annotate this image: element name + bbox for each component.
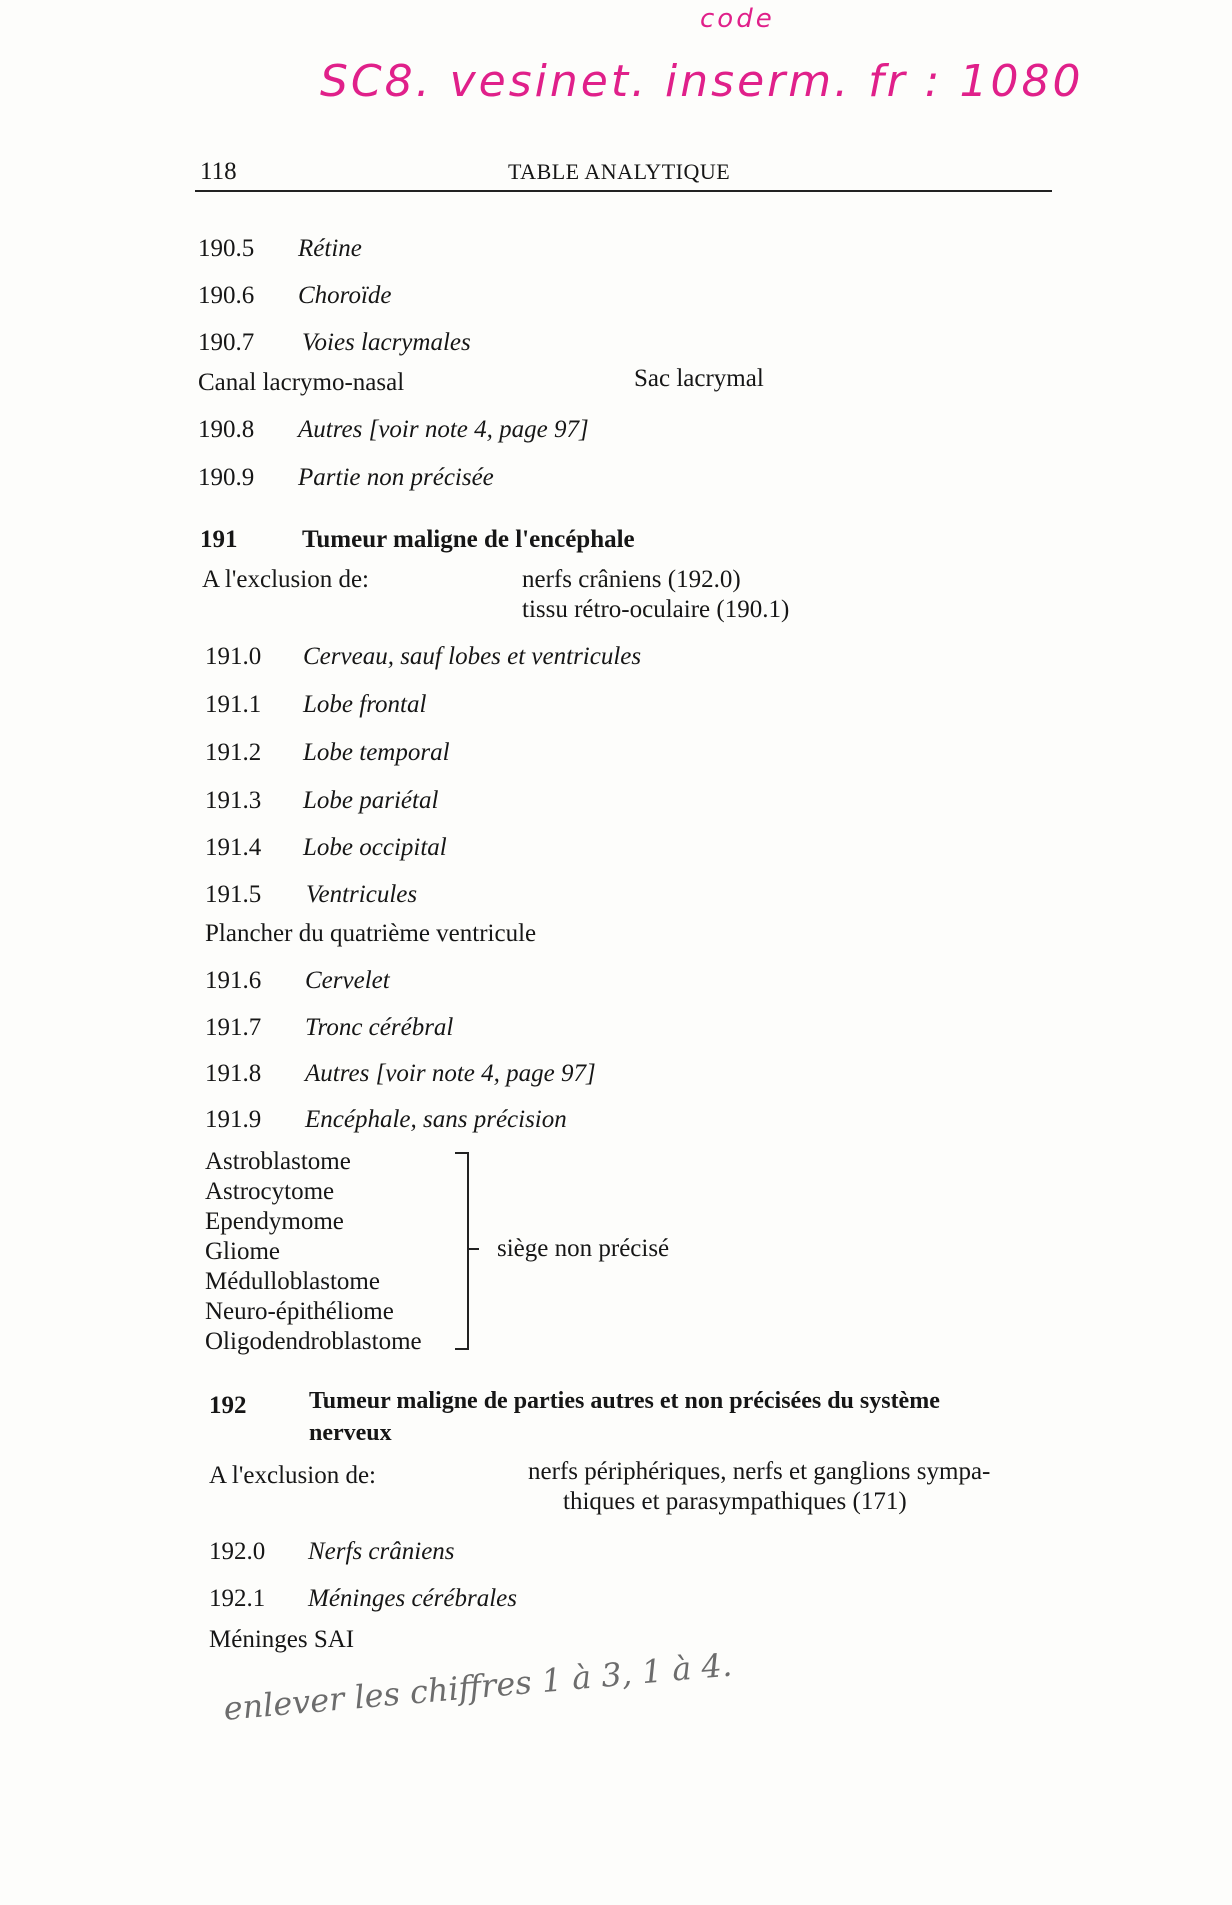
- entry-code-190-8: 190.8: [198, 416, 255, 443]
- entry-label-191-3: Lobe pariétal: [303, 787, 439, 814]
- entry-label-191-8: Autres [voir note 4, page 97]: [305, 1060, 596, 1087]
- entry-code-190-9: 190.9: [198, 464, 255, 491]
- entry-code-191-7: 191.7: [205, 1014, 262, 1041]
- exclusion-item: nerfs crâniens (192.0): [522, 566, 741, 593]
- entry-code-191-1: 191.1: [205, 691, 262, 718]
- term: Oligodendroblastome: [205, 1328, 422, 1355]
- entry-label-191-7: Tronc cérébral: [305, 1014, 454, 1041]
- entry-label-191-1: Lobe frontal: [303, 691, 427, 718]
- term: Gliome: [205, 1238, 280, 1265]
- entry-code-190-6: 190.6: [198, 282, 255, 309]
- category-title-191: Tumeur maligne de l'encéphale: [302, 526, 635, 553]
- entry-label-190-8: Autres [voir note 4, page 97]: [298, 416, 589, 443]
- exclusion-item: nerfs périphériques, nerfs et ganglions sympa-: [528, 1458, 991, 1485]
- inclusion-term: Méninges SAI: [209, 1626, 355, 1653]
- entry-code-191-2: 191.2: [205, 739, 262, 766]
- handwritten-note-code: code: [700, 4, 775, 34]
- entry-code-192-1: 192.1: [209, 1585, 266, 1612]
- entry-label-190-5: Rétine: [298, 235, 362, 262]
- entry-label-190-7: Voies lacrymales: [302, 329, 471, 356]
- entry-label-191-5: Ventricules: [306, 881, 418, 908]
- category-title-192-line2: nerveux: [309, 1420, 392, 1446]
- entry-code-191-0: 191.0: [205, 643, 262, 670]
- term: Astrocytome: [205, 1178, 335, 1205]
- inclusion-term: Canal lacrymo-nasal: [198, 369, 405, 396]
- term: Médulloblastome: [205, 1268, 380, 1295]
- inclusion-term: Sac lacrymal: [634, 365, 764, 392]
- exclusion-label: A l'exclusion de:: [202, 566, 369, 593]
- inclusion-term: Plancher du quatrième ventricule: [205, 920, 537, 947]
- exclusion-item: thiques et parasympathiques (171): [563, 1488, 907, 1515]
- entry-label-191-4: Lobe occipital: [303, 834, 447, 861]
- term: Neuro-épithéliome: [205, 1298, 394, 1325]
- entry-code-192-0: 192.0: [209, 1538, 266, 1565]
- entry-label-191-9: Encéphale, sans précision: [305, 1106, 567, 1133]
- entry-label-190-6: Choroïde: [298, 282, 392, 309]
- category-code-192: 192: [209, 1392, 247, 1419]
- entry-code-191-8: 191.8: [205, 1060, 262, 1087]
- entry-code-191-4: 191.4: [205, 834, 262, 861]
- handwritten-pencil-note: enlever les chiffres 1 à 3, 1 à 4.: [222, 1645, 734, 1728]
- brace-tip: [467, 1248, 479, 1250]
- page-number: 118: [200, 158, 237, 185]
- entry-label-191-2: Lobe temporal: [303, 739, 450, 766]
- entry-label-190-9: Partie non précisée: [298, 464, 494, 491]
- entry-label-192-0: Nerfs crâniens: [308, 1538, 455, 1565]
- entry-code-191-5: 191.5: [205, 881, 262, 908]
- qualifier-text: siège non précisé: [497, 1235, 670, 1262]
- entry-label-192-1: Méninges cérébrales: [308, 1585, 517, 1612]
- page-title: TABLE ANALYTIQUE: [508, 159, 731, 184]
- handwritten-note-server: SC8. vesinet. inserm. fr : 1080: [320, 56, 1084, 107]
- entry-label-191-0: Cerveau, sauf lobes et ventricules: [303, 643, 642, 670]
- exclusion-label: A l'exclusion de:: [209, 1462, 376, 1489]
- entry-code-190-7: 190.7: [198, 329, 255, 356]
- term: Astroblastome: [205, 1148, 351, 1175]
- right-brace: [455, 1152, 469, 1350]
- entry-code-191-6: 191.6: [205, 967, 262, 994]
- entry-code-190-5: 190.5: [198, 235, 255, 262]
- category-code-191: 191: [200, 526, 238, 553]
- header-rule: [195, 190, 1052, 192]
- term: Ependymome: [205, 1208, 344, 1235]
- entry-code-191-3: 191.3: [205, 787, 262, 814]
- category-title-192-line1: Tumeur maligne de parties autres et non précisées du système: [309, 1388, 940, 1414]
- entry-label-191-6: Cervelet: [305, 967, 390, 994]
- exclusion-item: tissu rétro-oculaire (190.1): [522, 596, 790, 623]
- entry-code-191-9: 191.9: [205, 1106, 262, 1133]
